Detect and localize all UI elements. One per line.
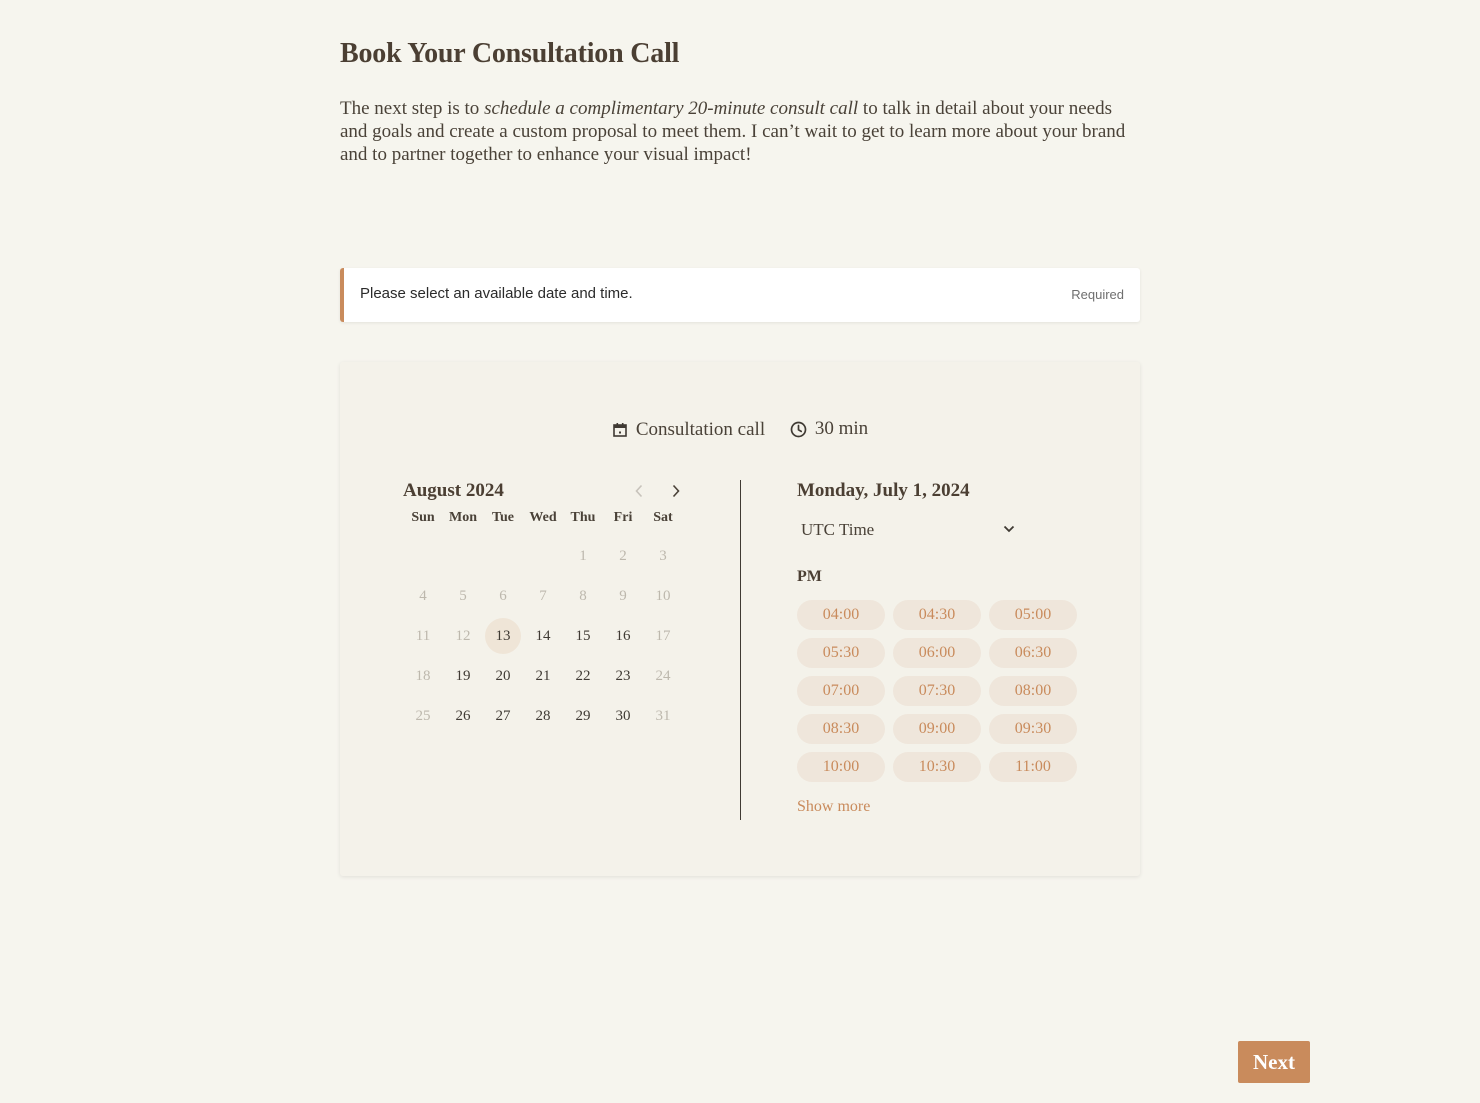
calendar-day-number: 20 [495, 667, 511, 684]
calendar-day-17 [643, 616, 683, 656]
time-slot-button[interactable]: 07:00 [797, 676, 885, 706]
calendar-day-number: 26 [455, 707, 471, 724]
calendar-day-31 [643, 696, 683, 736]
validation-notice [340, 268, 1140, 322]
event-meta [340, 418, 1140, 444]
calendar-grid [403, 510, 683, 736]
calendar-day-number: 8 [579, 587, 587, 604]
calendar-empty-cell [523, 536, 563, 576]
calendar-day-number: 10 [655, 587, 671, 604]
calendar-day-9 [603, 576, 643, 616]
calendar-day-number: 25 [415, 707, 431, 724]
calendar-day-5 [443, 576, 483, 616]
calendar-day-15[interactable] [563, 616, 603, 656]
chevron-down-icon [1003, 525, 1015, 533]
timezone-select[interactable] [797, 520, 1021, 544]
calendar-day-24 [643, 656, 683, 696]
calendar-day-3 [643, 536, 683, 576]
calendar-day-13[interactable] [483, 616, 523, 656]
calendar-day-number: 6 [499, 587, 507, 604]
calendar-day-number: 9 [619, 587, 627, 604]
calendar-day-25 [403, 696, 443, 736]
chevron-left-icon [634, 484, 644, 498]
time-slot-button[interactable]: 08:30 [797, 714, 885, 744]
calendar-day-number: 3 [659, 547, 667, 564]
calendar-day-22[interactable] [563, 656, 603, 696]
calendar-day-number: 7 [539, 587, 547, 604]
calendar-weeks [403, 536, 683, 736]
calendar-day-6 [483, 576, 523, 616]
calendar-day-number: 17 [655, 627, 671, 644]
scheduler-card [340, 362, 1140, 876]
calendar-empty-cell [443, 536, 483, 576]
calendar-day-number: 14 [535, 627, 551, 644]
calendar-day-number: 27 [495, 707, 511, 724]
next-month-button[interactable] [666, 480, 686, 502]
previous-month-button[interactable] [629, 480, 649, 502]
calendar-day-number: 21 [535, 667, 551, 684]
calendar-day-20[interactable] [483, 656, 523, 696]
calendar-day-19[interactable] [443, 656, 483, 696]
show-more-link[interactable]: Show more [797, 798, 871, 815]
calendar-day-2 [603, 536, 643, 576]
calendar-empty-cell [403, 536, 443, 576]
calendar-day-number: 22 [575, 667, 591, 684]
time-slot-button[interactable]: 10:00 [797, 752, 885, 782]
time-slot-button[interactable]: 05:00 [989, 600, 1077, 630]
calendar-day-number: 12 [455, 627, 471, 644]
time-slot-button[interactable]: 10:30 [893, 752, 981, 782]
calendar-week [403, 616, 683, 656]
time-slot-list [797, 600, 1087, 782]
required-label: Required [1071, 287, 1124, 302]
time-slot-button[interactable]: 06:00 [893, 638, 981, 668]
calendar-day-21[interactable] [523, 656, 563, 696]
calendar-day-4 [403, 576, 443, 616]
weekday-label: Mon [449, 510, 477, 525]
calendar-day-number: 31 [655, 707, 671, 724]
calendar-empty-cell [483, 536, 523, 576]
intro-emphasis: schedule a complimentary 20-minute consult call [484, 98, 859, 119]
calendar-day-1 [563, 536, 603, 576]
page-title: Book Your Consultation Call [340, 38, 680, 69]
event-duration [790, 418, 868, 440]
calendar-day-number: 29 [575, 707, 591, 724]
calendar-day-30[interactable] [603, 696, 643, 736]
chevron-right-icon [671, 484, 681, 498]
weekday-label: Thu [570, 510, 596, 525]
intro-paragraph [340, 97, 1140, 166]
calendar-day-number: 15 [575, 627, 591, 644]
calendar-day-number: 16 [615, 627, 631, 644]
time-slot-button[interactable]: 06:30 [989, 638, 1077, 668]
calendar-day-number: 19 [455, 667, 471, 684]
calendar-day-12 [443, 616, 483, 656]
calendar-day-7 [523, 576, 563, 616]
intro-text-start: The next step is to [340, 98, 485, 119]
calendar-week [403, 696, 683, 736]
weekday-label: Sat [653, 510, 673, 525]
time-slot-button[interactable]: 09:30 [989, 714, 1077, 744]
clock-icon [790, 421, 807, 438]
calendar-day-number: 2 [619, 547, 627, 564]
event-name [612, 419, 765, 441]
calendar-day-28[interactable] [523, 696, 563, 736]
time-slot-button[interactable]: 09:00 [893, 714, 981, 744]
calendar-day-27[interactable] [483, 696, 523, 736]
time-slot-button[interactable]: 04:30 [893, 600, 981, 630]
calendar-day-14[interactable] [523, 616, 563, 656]
time-slot-button[interactable]: 05:30 [797, 638, 885, 668]
selected-date-label: Monday, July 1, 2024 [797, 480, 970, 501]
calendar-day-number: 30 [615, 707, 631, 724]
calendar-day-10 [643, 576, 683, 616]
month-label: August 2024 [403, 480, 504, 501]
time-slot-button[interactable]: 08:00 [989, 676, 1077, 706]
calendar-icon [612, 422, 628, 438]
next-button[interactable]: Next [1238, 1041, 1310, 1083]
time-slot-button[interactable]: 11:00 [989, 752, 1077, 782]
calendar-day-18 [403, 656, 443, 696]
calendar-day-number: 5 [459, 587, 467, 604]
calendar-day-29[interactable] [563, 696, 603, 736]
calendar-day-23[interactable] [603, 656, 643, 696]
calendar-day-number: 1 [579, 547, 587, 564]
intro-text-end: to talk in detail about your needs and goals and create a custom proposal to meet them. I can’t wait to get to learn more about your brand and to partner together to enhance your visual impact! [340, 98, 1126, 165]
weekday-label: Tue [491, 510, 515, 525]
calendar-week [403, 576, 683, 616]
calendar-day-number: 11 [415, 627, 431, 644]
weekday-label: Sun [411, 510, 435, 525]
calendar-day-26[interactable] [443, 696, 483, 736]
calendar-day-11 [403, 616, 443, 656]
weekday-label: Fri [613, 510, 633, 525]
weekday-header [403, 510, 683, 526]
calendar-day-number: 13 [485, 618, 521, 654]
column-divider [740, 480, 741, 820]
calendar-week [403, 656, 683, 696]
calendar-day-number: 24 [655, 667, 671, 684]
time-slot-button[interactable]: 07:30 [893, 676, 981, 706]
calendar-day-16[interactable] [603, 616, 643, 656]
calendar-day-number: 18 [415, 667, 431, 684]
calendar-day-number: 4 [419, 587, 427, 604]
calendar-day-number: 23 [615, 667, 631, 684]
notice-message: Please select an available date and time. [360, 285, 633, 302]
weekday-label: Wed [529, 510, 557, 525]
duration-label: 30 min [814, 418, 869, 439]
timezone-value: UTC Time [801, 520, 875, 539]
calendar-day-8 [563, 576, 603, 616]
calendar-week [403, 536, 683, 576]
calendar-day-number: 28 [535, 707, 551, 724]
time-slot-button[interactable]: 04:00 [797, 600, 885, 630]
period-label: PM [797, 568, 822, 585]
event-name-label: Consultation call [635, 418, 766, 440]
